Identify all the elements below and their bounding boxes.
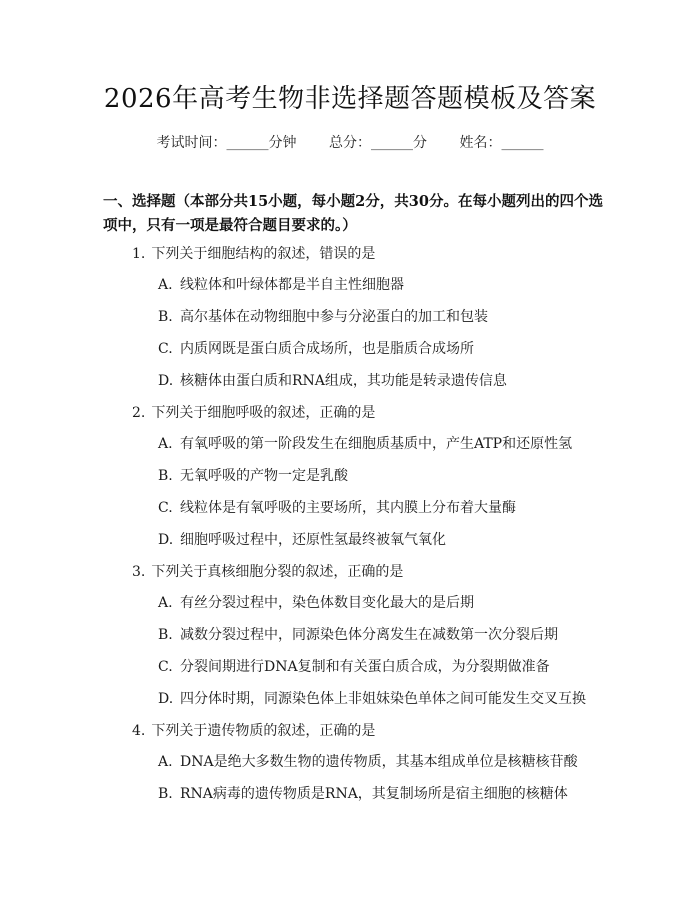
option-text: DNA是绝大多数生物的遗传物质，其基本组成单位是核糖核苷酸 — [180, 754, 578, 770]
question-3-option-c — [158, 656, 550, 676]
option-letter: D. — [158, 532, 174, 548]
question-stem: 下列关于遗传物质的叙述，正确的是 — [151, 723, 376, 739]
question-1 — [132, 243, 375, 263]
option-text: 有丝分裂过程中，染色体数目变化最大的是后期 — [180, 595, 474, 611]
question-2 — [132, 402, 375, 422]
option-letter: C. — [158, 341, 173, 357]
section-heading: 一、选择题（本部分共15小题，每小题2分，共30分。在每小题列出的四个选项中，只有一项是最符合题目要求的。） — [103, 193, 603, 234]
option-letter: A. — [158, 436, 173, 452]
option-text: 线粒体是有氧呼吸的主要场所，其内膜上分布着大量酶 — [180, 500, 516, 516]
question-2-option-a — [158, 433, 572, 453]
question-2-option-b — [158, 465, 348, 485]
question-3-option-a — [158, 592, 474, 612]
option-text: 四分体时期，同源染色体上非姐妹染色单体之间可能发生交叉互换 — [180, 691, 586, 707]
question-3-option-b — [158, 624, 558, 644]
option-letter: A. — [158, 754, 173, 770]
question-4 — [132, 720, 375, 740]
question-1-option-b — [158, 306, 488, 326]
option-text: 线粒体和叶绿体都是半自主性细胞器 — [180, 277, 404, 293]
option-text: 分裂间期进行DNA复制和有关蛋白质合成，为分裂期做准备 — [180, 659, 550, 675]
option-letter: D. — [158, 373, 174, 389]
option-text: 高尔基体在动物细胞中参与分泌蛋白的加工和包装 — [180, 309, 488, 325]
option-letter: B. — [158, 786, 173, 802]
name-field: 姓名：______ — [459, 135, 544, 151]
question-stem: 下列关于真核细胞分裂的叙述，正确的是 — [151, 564, 404, 580]
question-1-option-c — [158, 338, 474, 358]
option-text: 细胞呼吸过程中，还原性氢最终被氧气氧化 — [180, 532, 446, 548]
question-2-option-c — [158, 497, 516, 517]
option-letter: B. — [158, 468, 173, 484]
option-letter: C. — [158, 500, 173, 516]
option-text: 有氧呼吸的第一阶段发生在细胞质基质中，产生ATP和还原性氢 — [180, 436, 573, 452]
option-text: 无氧呼吸的产物一定是乳酸 — [180, 468, 348, 484]
option-letter: B. — [158, 309, 173, 325]
question-stem: 下列关于细胞结构的叙述，错误的是 — [151, 246, 376, 262]
exam-meta-line — [0, 132, 700, 152]
question-3-option-d — [158, 688, 586, 708]
document-title: 2026年高考生物非选择题答题模板及答案 — [103, 84, 597, 114]
question-stem: 下列关于细胞呼吸的叙述，正确的是 — [151, 405, 376, 421]
question-number: 3. — [132, 564, 146, 580]
question-1-option-d — [158, 370, 507, 390]
option-letter: A. — [158, 595, 173, 611]
question-number: 1. — [132, 246, 146, 262]
option-text: 内质网既是蛋白质合成场所，也是脂质合成场所 — [180, 341, 474, 357]
option-letter: D. — [158, 691, 174, 707]
question-1-option-a — [158, 274, 404, 294]
total-score-field: 总分：______分 — [329, 135, 427, 151]
question-number: 2. — [132, 405, 146, 421]
exam-time-field: 考试时间：______分钟 — [156, 135, 297, 151]
question-4-option-b — [158, 783, 568, 803]
question-4-option-a — [158, 751, 578, 771]
question-3 — [132, 561, 403, 581]
option-text: 减数分裂过程中，同源染色体分离发生在减数第一次分裂后期 — [180, 627, 558, 643]
question-number: 4. — [132, 723, 146, 739]
option-text: 核糖体由蛋白质和RNA组成，其功能是转录遗传信息 — [180, 373, 507, 389]
option-letter: B. — [158, 627, 173, 643]
option-letter: C. — [158, 659, 173, 675]
option-text: RNA病毒的遗传物质是RNA，其复制场所是宿主细胞的核糖体 — [180, 786, 568, 802]
question-2-option-d — [158, 529, 446, 549]
option-letter: A. — [158, 277, 173, 293]
